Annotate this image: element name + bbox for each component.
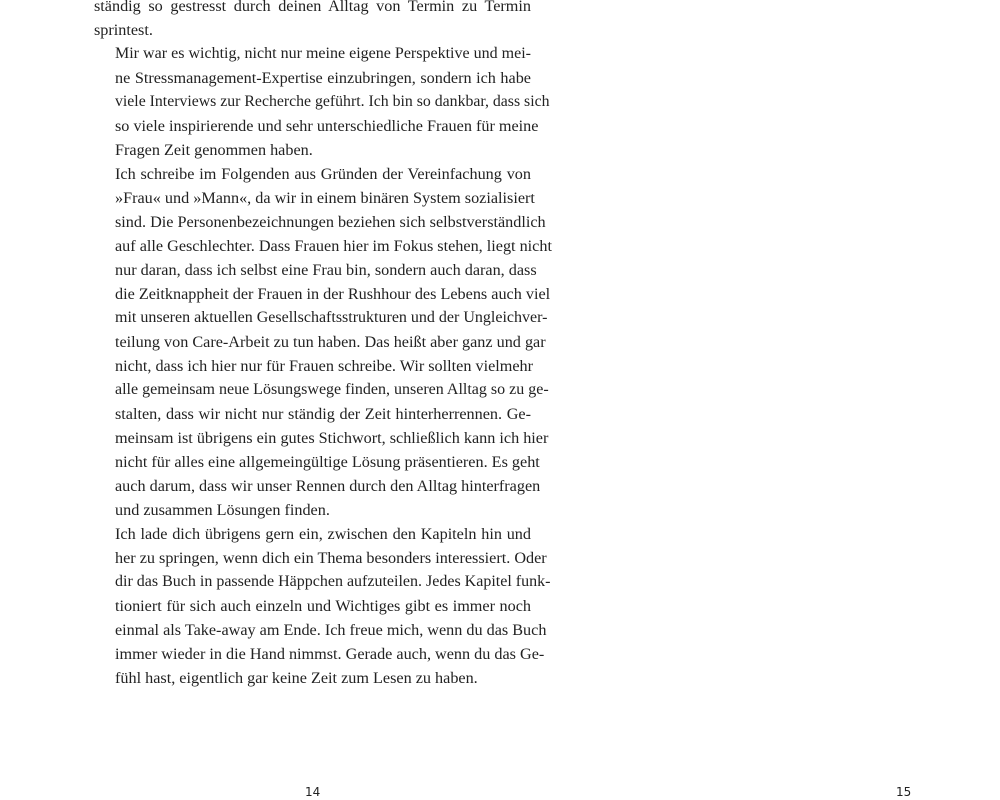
text-line: stalten, dass wir nicht nur ständig der Zeit hinterherrennen. Ge-: [115, 405, 531, 423]
page-number-left: 14: [305, 785, 321, 799]
text-line: und zusammen Lösungen finden.: [115, 501, 330, 519]
text-line: auf alle Geschlechter. Dass Frauen hier im Fokus stehen, liegt nicht: [115, 237, 552, 255]
text-line: Fragen Zeit genommen haben.: [115, 141, 313, 159]
text-line: die Zeitknappheit der Frauen in der Rushhour des Lebens auch viel: [115, 285, 551, 303]
text-line: mit unseren aktuellen Gesellschaftsstrukturen und der Ungleichver-: [115, 309, 548, 326]
paragraph: [94, 0, 531, 42]
text-line: »Frau« und »Mann«, da wir in einem binären System sozialisiert: [115, 189, 535, 207]
text-line: ständig so gestresst durch deinen Alltag von Termin zu Termin: [94, 0, 531, 15]
text-line: auch darum, dass wir unser Rennen durch den Alltag hinterfragen: [115, 477, 541, 495]
text-line: viele Interviews zur Recherche geführt. Ich bin so dankbar, dass sich: [115, 93, 550, 110]
page-number-right: 15: [896, 785, 912, 799]
paragraph: [94, 42, 550, 162]
text-line: ne Stressmanagement-Expertise einzubringen, sondern ich habe: [115, 69, 531, 87]
text-line: fühl hast, eigentlich gar keine Zeit zum Lesen zu haben.: [115, 669, 478, 687]
text-line: Ich schreibe im Folgenden aus Gründen der Vereinfachung von: [115, 165, 531, 183]
text-line: dir das Buch in passende Häppchen aufzuteilen. Jedes Kapitel funk-: [115, 573, 551, 590]
body-text: [94, 0, 552, 690]
text-line: nur daran, dass ich selbst eine Frau bin, sondern auch daran, dass: [115, 261, 537, 279]
text-line: nicht für alles eine allgemeingültige Lösung präsentieren. Es geht: [115, 453, 540, 471]
text-line: tioniert für sich auch einzeln und Wichtiges gibt es immer noch: [115, 597, 531, 615]
text-line: so viele inspirierende und sehr unterschiedliche Frauen für meine: [115, 117, 539, 135]
text-line: nicht, dass ich hier nur für Frauen schreibe. Wir sollten vielmehr: [115, 357, 534, 375]
text-line: Mir war es wichtig, nicht nur meine eigene Perspektive und mei-: [115, 45, 531, 62]
text-line: einmal als Take-away am Ende. Ich freue mich, wenn du das Buch: [115, 621, 547, 639]
text-line: sprintest.: [94, 21, 153, 39]
text-line: her zu springen, wenn dich ein Thema besonders interessiert. Oder: [115, 549, 547, 567]
text-line: sind. Die Personenbezeichnungen beziehen sich selbstverständlich: [115, 213, 546, 231]
text-line: Ich lade dich übrigens gern ein, zwischen den Kapiteln hin und: [115, 525, 531, 543]
text-line: alle gemeinsam neue Lösungswege finden, unseren Alltag so zu ge-: [115, 381, 549, 398]
text-line: teilung von Care-Arbeit zu tun haben. Das heißt aber ganz und gar: [115, 333, 546, 351]
text-line: immer wieder in die Hand nimmst. Gerade auch, wenn du das Ge-: [115, 645, 545, 663]
text-line: meinsam ist übrigens ein gutes Stichwort, schließlich kann ich hier: [115, 429, 549, 447]
paragraph: [94, 162, 552, 522]
paragraph: [94, 522, 551, 690]
